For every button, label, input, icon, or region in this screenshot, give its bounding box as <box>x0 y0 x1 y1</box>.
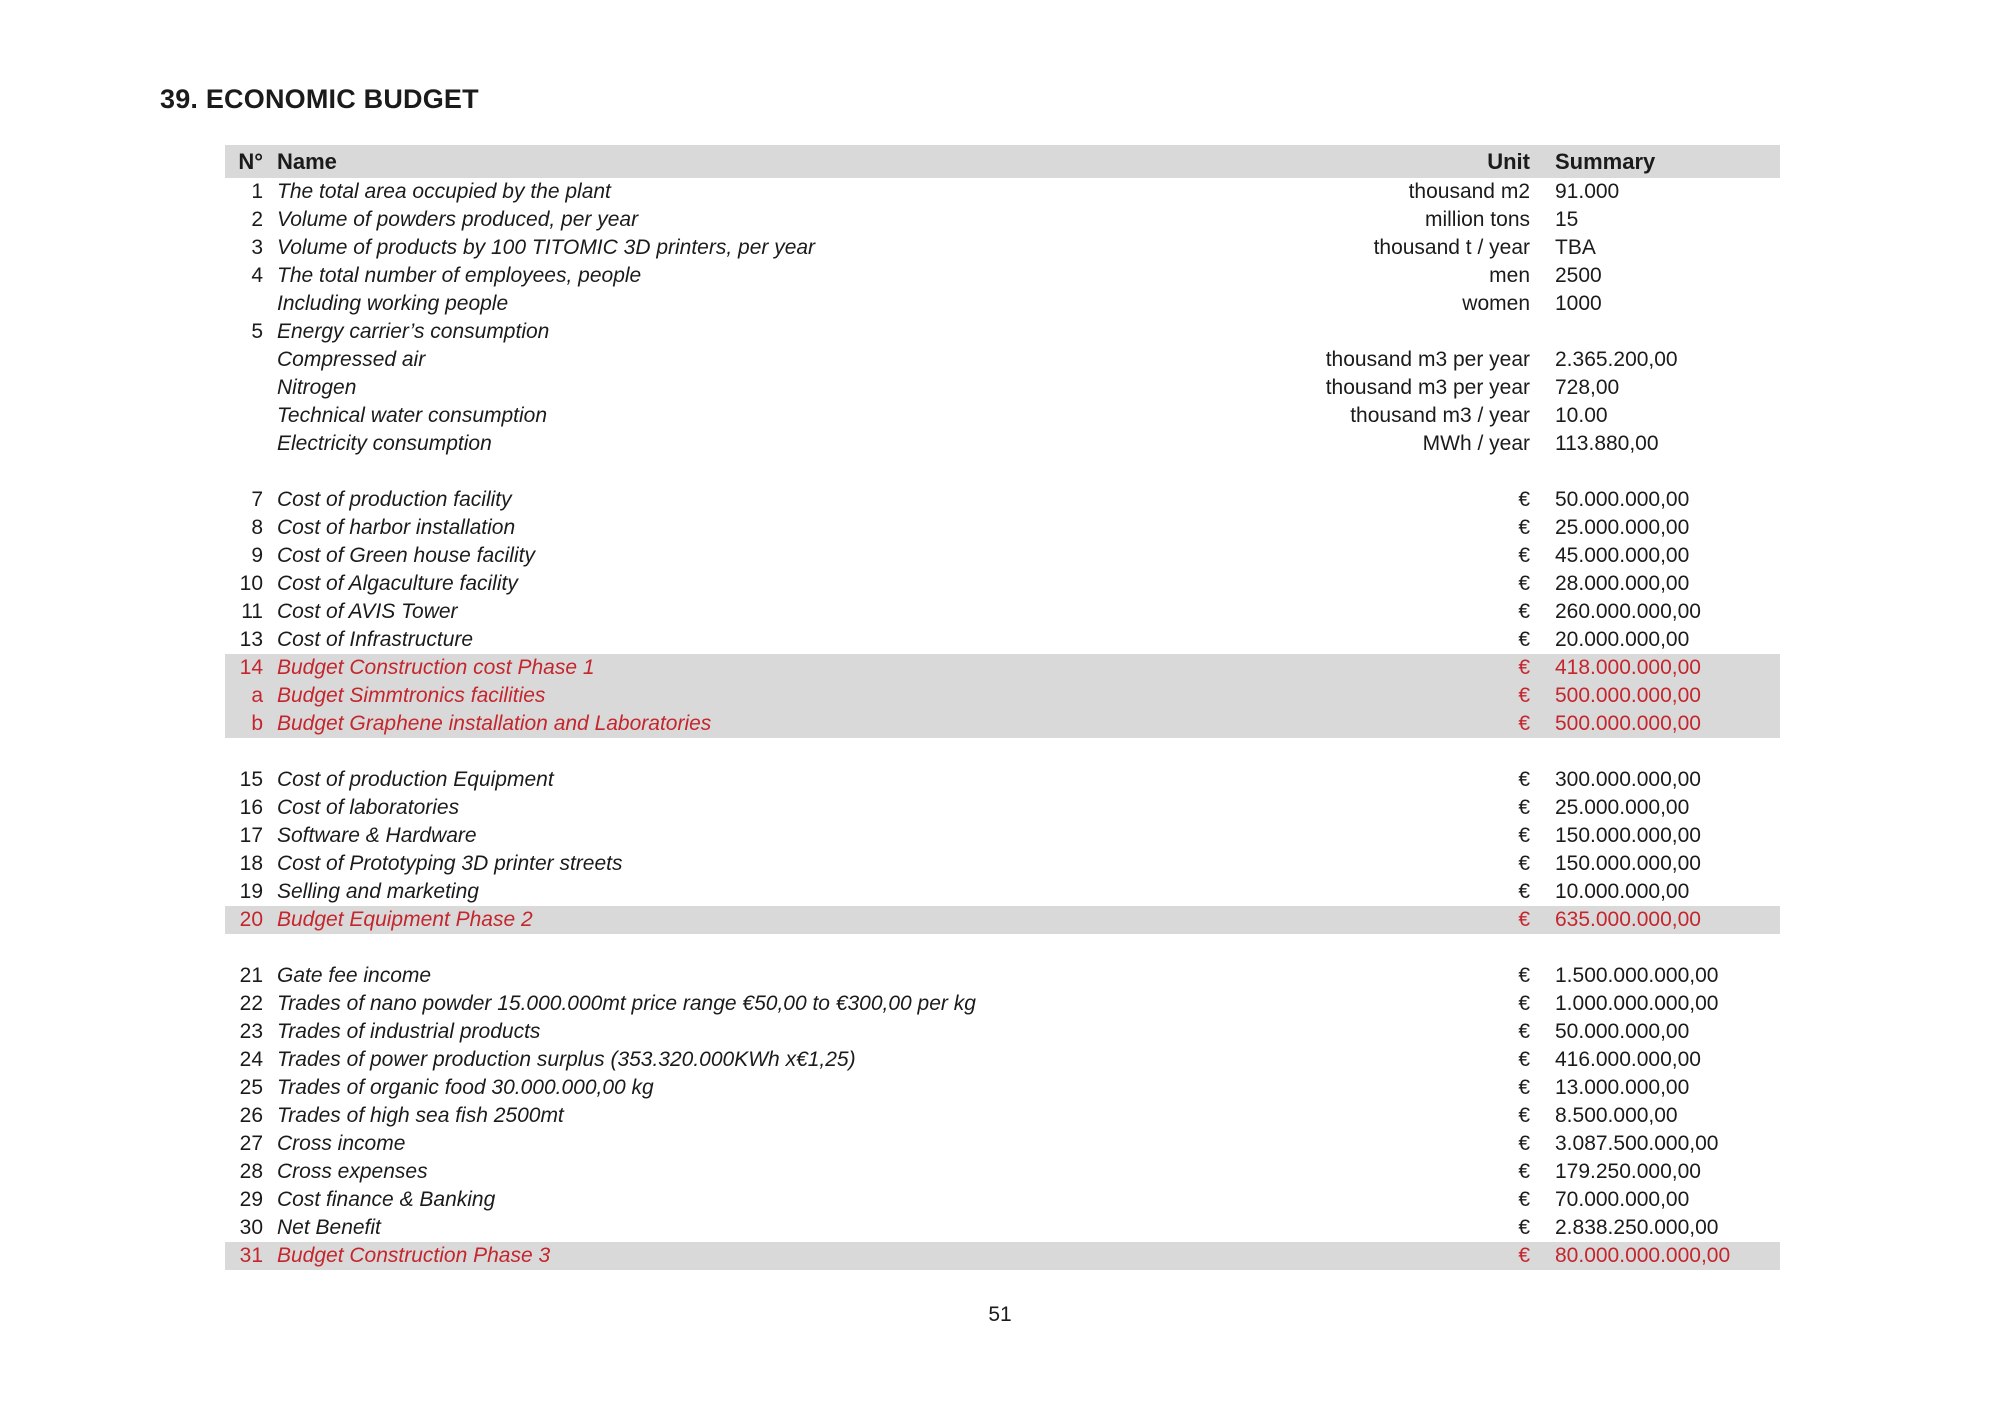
row-name: Compressed air <box>277 348 426 371</box>
row-summary: 2.365.200,00 <box>1555 348 1678 371</box>
row-summary: 500.000.000,00 <box>1555 684 1701 707</box>
row-unit: € <box>1518 1104 1530 1127</box>
row-name: Cross expenses <box>277 1160 428 1183</box>
row-summary: 20.000.000,00 <box>1555 628 1690 651</box>
table-row <box>225 570 1780 598</box>
row-num: 27 <box>239 1132 263 1155</box>
row-num: 17 <box>239 824 263 847</box>
row-name: Cost finance & Banking <box>277 1188 496 1211</box>
row-num <box>225 402 273 430</box>
row-unit: million tons <box>1424 208 1530 231</box>
row-num: 7 <box>251 488 263 511</box>
header-unit: Unit <box>1487 149 1530 174</box>
page-number: 51 <box>988 1303 1012 1326</box>
row-name: Budget Graphene installation and Laboratories <box>277 712 712 735</box>
row-summary: 418.000.000,00 <box>1555 656 1701 679</box>
row-num: 5 <box>251 320 263 343</box>
row-unit: € <box>1518 1244 1530 1267</box>
row-unit: € <box>1518 1076 1530 1099</box>
row-name: Cost of harbor installation <box>277 516 516 539</box>
row-name: Volume of products by 100 TITOMIC 3D printers, per year <box>277 236 816 259</box>
row-unit: thousand m2 <box>1408 180 1530 203</box>
row-summary: 50.000.000,00 <box>1555 488 1690 511</box>
row-num: 21 <box>239 964 263 987</box>
table-row <box>225 710 1780 738</box>
row-summary: 728,00 <box>1555 376 1620 399</box>
table-row <box>225 374 1780 402</box>
row-unit: € <box>1518 768 1530 791</box>
header-summary: Summary <box>1555 149 1656 174</box>
row-unit: € <box>1518 600 1530 623</box>
spacer-row <box>225 458 1780 486</box>
row-summary: 2500 <box>1555 264 1602 287</box>
row-unit <box>1195 318 1530 346</box>
row-unit: € <box>1518 516 1530 539</box>
table-row <box>225 1018 1780 1046</box>
spacer-row <box>225 738 1780 766</box>
row-name: Trades of organic food 30.000.000,00 kg <box>277 1076 654 1099</box>
row-name: Budget Construction cost Phase 1 <box>277 656 595 679</box>
row-summary: 28.000.000,00 <box>1555 572 1690 595</box>
row-summary: 91.000 <box>1555 180 1620 203</box>
row-num: 10 <box>239 572 263 595</box>
row-num: 28 <box>239 1160 263 1183</box>
row-num: 1 <box>251 180 263 203</box>
row-unit: € <box>1518 852 1530 875</box>
row-summary: 1.500.000.000,00 <box>1555 964 1719 987</box>
row-num: b <box>251 712 263 735</box>
row-name: Cost of Green house facility <box>277 544 535 567</box>
table-row <box>225 1046 1780 1074</box>
row-unit: thousand m3 per year <box>1325 348 1530 371</box>
row-name: Budget Construction Phase 3 <box>277 1244 551 1267</box>
table-row <box>225 1242 1780 1270</box>
row-name: The total area occupied by the plant <box>277 180 611 203</box>
row-num: 2 <box>251 208 263 231</box>
row-summary: 500.000.000,00 <box>1555 712 1701 735</box>
row-unit: women <box>1462 292 1530 315</box>
table-row <box>225 878 1780 906</box>
row-unit: MWh / year <box>1422 432 1530 455</box>
row-unit: € <box>1518 712 1530 735</box>
row-summary: 150.000.000,00 <box>1555 824 1701 847</box>
row-name: Cost of Prototyping 3D printer streets <box>277 852 623 875</box>
row-unit: € <box>1518 1132 1530 1155</box>
table-row <box>225 1074 1780 1102</box>
row-num: 8 <box>251 516 263 539</box>
row-name: Electricity consumption <box>277 432 492 455</box>
row-num: 14 <box>239 656 263 679</box>
row-num: 11 <box>241 600 263 623</box>
page-title: 39. ECONOMIC BUDGET <box>160 84 479 114</box>
row-name: Cost of Algaculture facility <box>277 572 518 595</box>
budget-table-body <box>225 178 1780 1270</box>
row-summary: 80.000.000.000,00 <box>1555 1244 1731 1267</box>
table-row <box>225 430 1780 458</box>
row-name: Nitrogen <box>277 376 357 399</box>
table-row <box>225 850 1780 878</box>
row-name: Cost of production facility <box>277 488 512 511</box>
row-summary: TBA <box>1555 236 1596 259</box>
row-name: Cost of Infrastructure <box>277 628 474 651</box>
table-row <box>225 1102 1780 1130</box>
row-num: 24 <box>239 1048 263 1071</box>
row-num: 19 <box>239 880 263 903</box>
row-unit: € <box>1518 656 1530 679</box>
row-unit: € <box>1518 964 1530 987</box>
row-name: Trades of nano powder 15.000.000mt price range €50,00 to €300,00 per kg <box>277 992 976 1015</box>
header-number: N° <box>238 149 263 174</box>
row-name: Cross income <box>277 1132 406 1155</box>
table-row <box>225 234 1780 262</box>
row-name: Net Benefit <box>277 1216 381 1239</box>
row-num: 15 <box>239 768 263 791</box>
row-num: 23 <box>239 1020 263 1043</box>
row-num: 29 <box>239 1188 263 1211</box>
table-row <box>225 290 1780 318</box>
table-row <box>225 1186 1780 1214</box>
table-row <box>225 542 1780 570</box>
row-unit: € <box>1518 880 1530 903</box>
row-num: a <box>251 684 263 707</box>
row-unit: thousand m3 per year <box>1325 376 1530 399</box>
row-name: Cost of laboratories <box>277 796 460 819</box>
row-unit: € <box>1518 628 1530 651</box>
row-unit: thousand t / year <box>1373 236 1530 259</box>
table-row <box>225 766 1780 794</box>
table-row <box>225 654 1780 682</box>
row-summary: 3.087.500.000,00 <box>1555 1132 1719 1155</box>
row-summary: 10.00 <box>1555 404 1608 427</box>
row-num <box>225 430 273 458</box>
row-num: 13 <box>239 628 263 651</box>
row-summary: 25.000.000,00 <box>1555 516 1690 539</box>
row-summary: 2.838.250.000,00 <box>1555 1216 1719 1239</box>
table-row <box>225 402 1780 430</box>
row-num <box>225 346 273 374</box>
row-name: Volume of powders produced, per year <box>277 208 639 231</box>
row-summary: 50.000.000,00 <box>1555 1020 1690 1043</box>
row-unit: thousand m3 / year <box>1350 404 1530 427</box>
table-row <box>225 906 1780 934</box>
row-unit: € <box>1518 488 1530 511</box>
row-name: Budget Simmtronics facilities <box>277 684 546 707</box>
row-num: 18 <box>239 852 263 875</box>
row-name: Budget Equipment Phase 2 <box>277 908 533 931</box>
row-summary: 179.250.000,00 <box>1555 1160 1701 1183</box>
row-summary: 45.000.000,00 <box>1555 544 1690 567</box>
table-row <box>225 962 1780 990</box>
row-name: Energy carrier’s consumption <box>277 320 550 343</box>
row-unit: € <box>1518 992 1530 1015</box>
row-num: 25 <box>239 1076 263 1099</box>
row-num: 9 <box>251 544 263 567</box>
row-summary: 260.000.000,00 <box>1555 600 1701 623</box>
row-summary: 635.000.000,00 <box>1555 908 1701 931</box>
table-row <box>225 1214 1780 1242</box>
row-summary: 1000 <box>1555 292 1602 315</box>
row-unit: € <box>1518 824 1530 847</box>
row-num: 31 <box>239 1244 263 1267</box>
row-num: 3 <box>251 236 263 259</box>
row-unit: € <box>1518 1160 1530 1183</box>
row-summary: 25.000.000,00 <box>1555 796 1690 819</box>
row-num: 16 <box>239 796 263 819</box>
row-summary: 1.000.000.000,00 <box>1555 992 1719 1015</box>
row-summary: 70.000.000,00 <box>1555 1188 1690 1211</box>
table-row <box>225 822 1780 850</box>
budget-table <box>225 145 1780 1270</box>
table-row <box>225 318 1780 346</box>
row-name: Gate fee income <box>277 964 432 987</box>
table-row <box>225 626 1780 654</box>
row-num: 20 <box>239 908 263 931</box>
table-row <box>225 206 1780 234</box>
row-summary: 8.500.000,00 <box>1555 1104 1678 1127</box>
table-row <box>225 990 1780 1018</box>
row-unit: € <box>1518 572 1530 595</box>
row-name: Selling and marketing <box>277 880 479 903</box>
row-name: Including working people <box>277 292 509 315</box>
row-unit: € <box>1518 908 1530 931</box>
row-unit: € <box>1518 1020 1530 1043</box>
row-unit: € <box>1518 1188 1530 1211</box>
row-num: 4 <box>251 264 263 287</box>
row-num <box>225 290 273 318</box>
table-row <box>225 1130 1780 1158</box>
row-num <box>225 374 273 402</box>
table-row <box>225 794 1780 822</box>
table-row <box>225 514 1780 542</box>
spacer-row <box>225 934 1780 962</box>
row-summary: 10.000.000,00 <box>1555 880 1690 903</box>
row-summary: 15 <box>1555 208 1579 231</box>
table-row <box>225 262 1780 290</box>
row-summary: 150.000.000,00 <box>1555 852 1701 875</box>
row-name: Cost of production Equipment <box>277 768 554 791</box>
table-row <box>225 486 1780 514</box>
row-name: Trades of industrial products <box>277 1020 541 1043</box>
table-header-row <box>225 145 1780 178</box>
row-name: Trades of high sea fish 2500mt <box>277 1104 564 1127</box>
row-summary: 113.880,00 <box>1555 432 1659 455</box>
table-row <box>225 346 1780 374</box>
row-unit: € <box>1518 796 1530 819</box>
row-name: Trades of power production surplus (353.320.000KWh x€1,25) <box>277 1048 856 1071</box>
row-summary <box>1530 318 1780 346</box>
row-unit: € <box>1518 1216 1530 1239</box>
row-unit: € <box>1518 684 1530 707</box>
row-summary: 416.000.000,00 <box>1555 1048 1701 1071</box>
row-unit: € <box>1518 544 1530 567</box>
row-summary: 300.000.000,00 <box>1555 768 1701 791</box>
row-num: 26 <box>239 1104 263 1127</box>
header-name: Name <box>277 149 337 174</box>
row-name: Software & Hardware <box>277 824 477 847</box>
row-unit: men <box>1489 264 1530 287</box>
row-num: 22 <box>239 992 263 1015</box>
row-num: 30 <box>239 1216 263 1239</box>
table-row <box>225 598 1780 626</box>
table-row <box>225 682 1780 710</box>
row-unit: € <box>1518 1048 1530 1071</box>
row-summary: 13.000.000,00 <box>1555 1076 1690 1099</box>
table-row <box>225 178 1780 206</box>
table-row <box>225 1158 1780 1186</box>
row-name: Cost of AVIS Tower <box>277 600 458 623</box>
row-name: The total number of employees, people <box>277 264 642 287</box>
row-name: Technical water consumption <box>277 404 548 427</box>
